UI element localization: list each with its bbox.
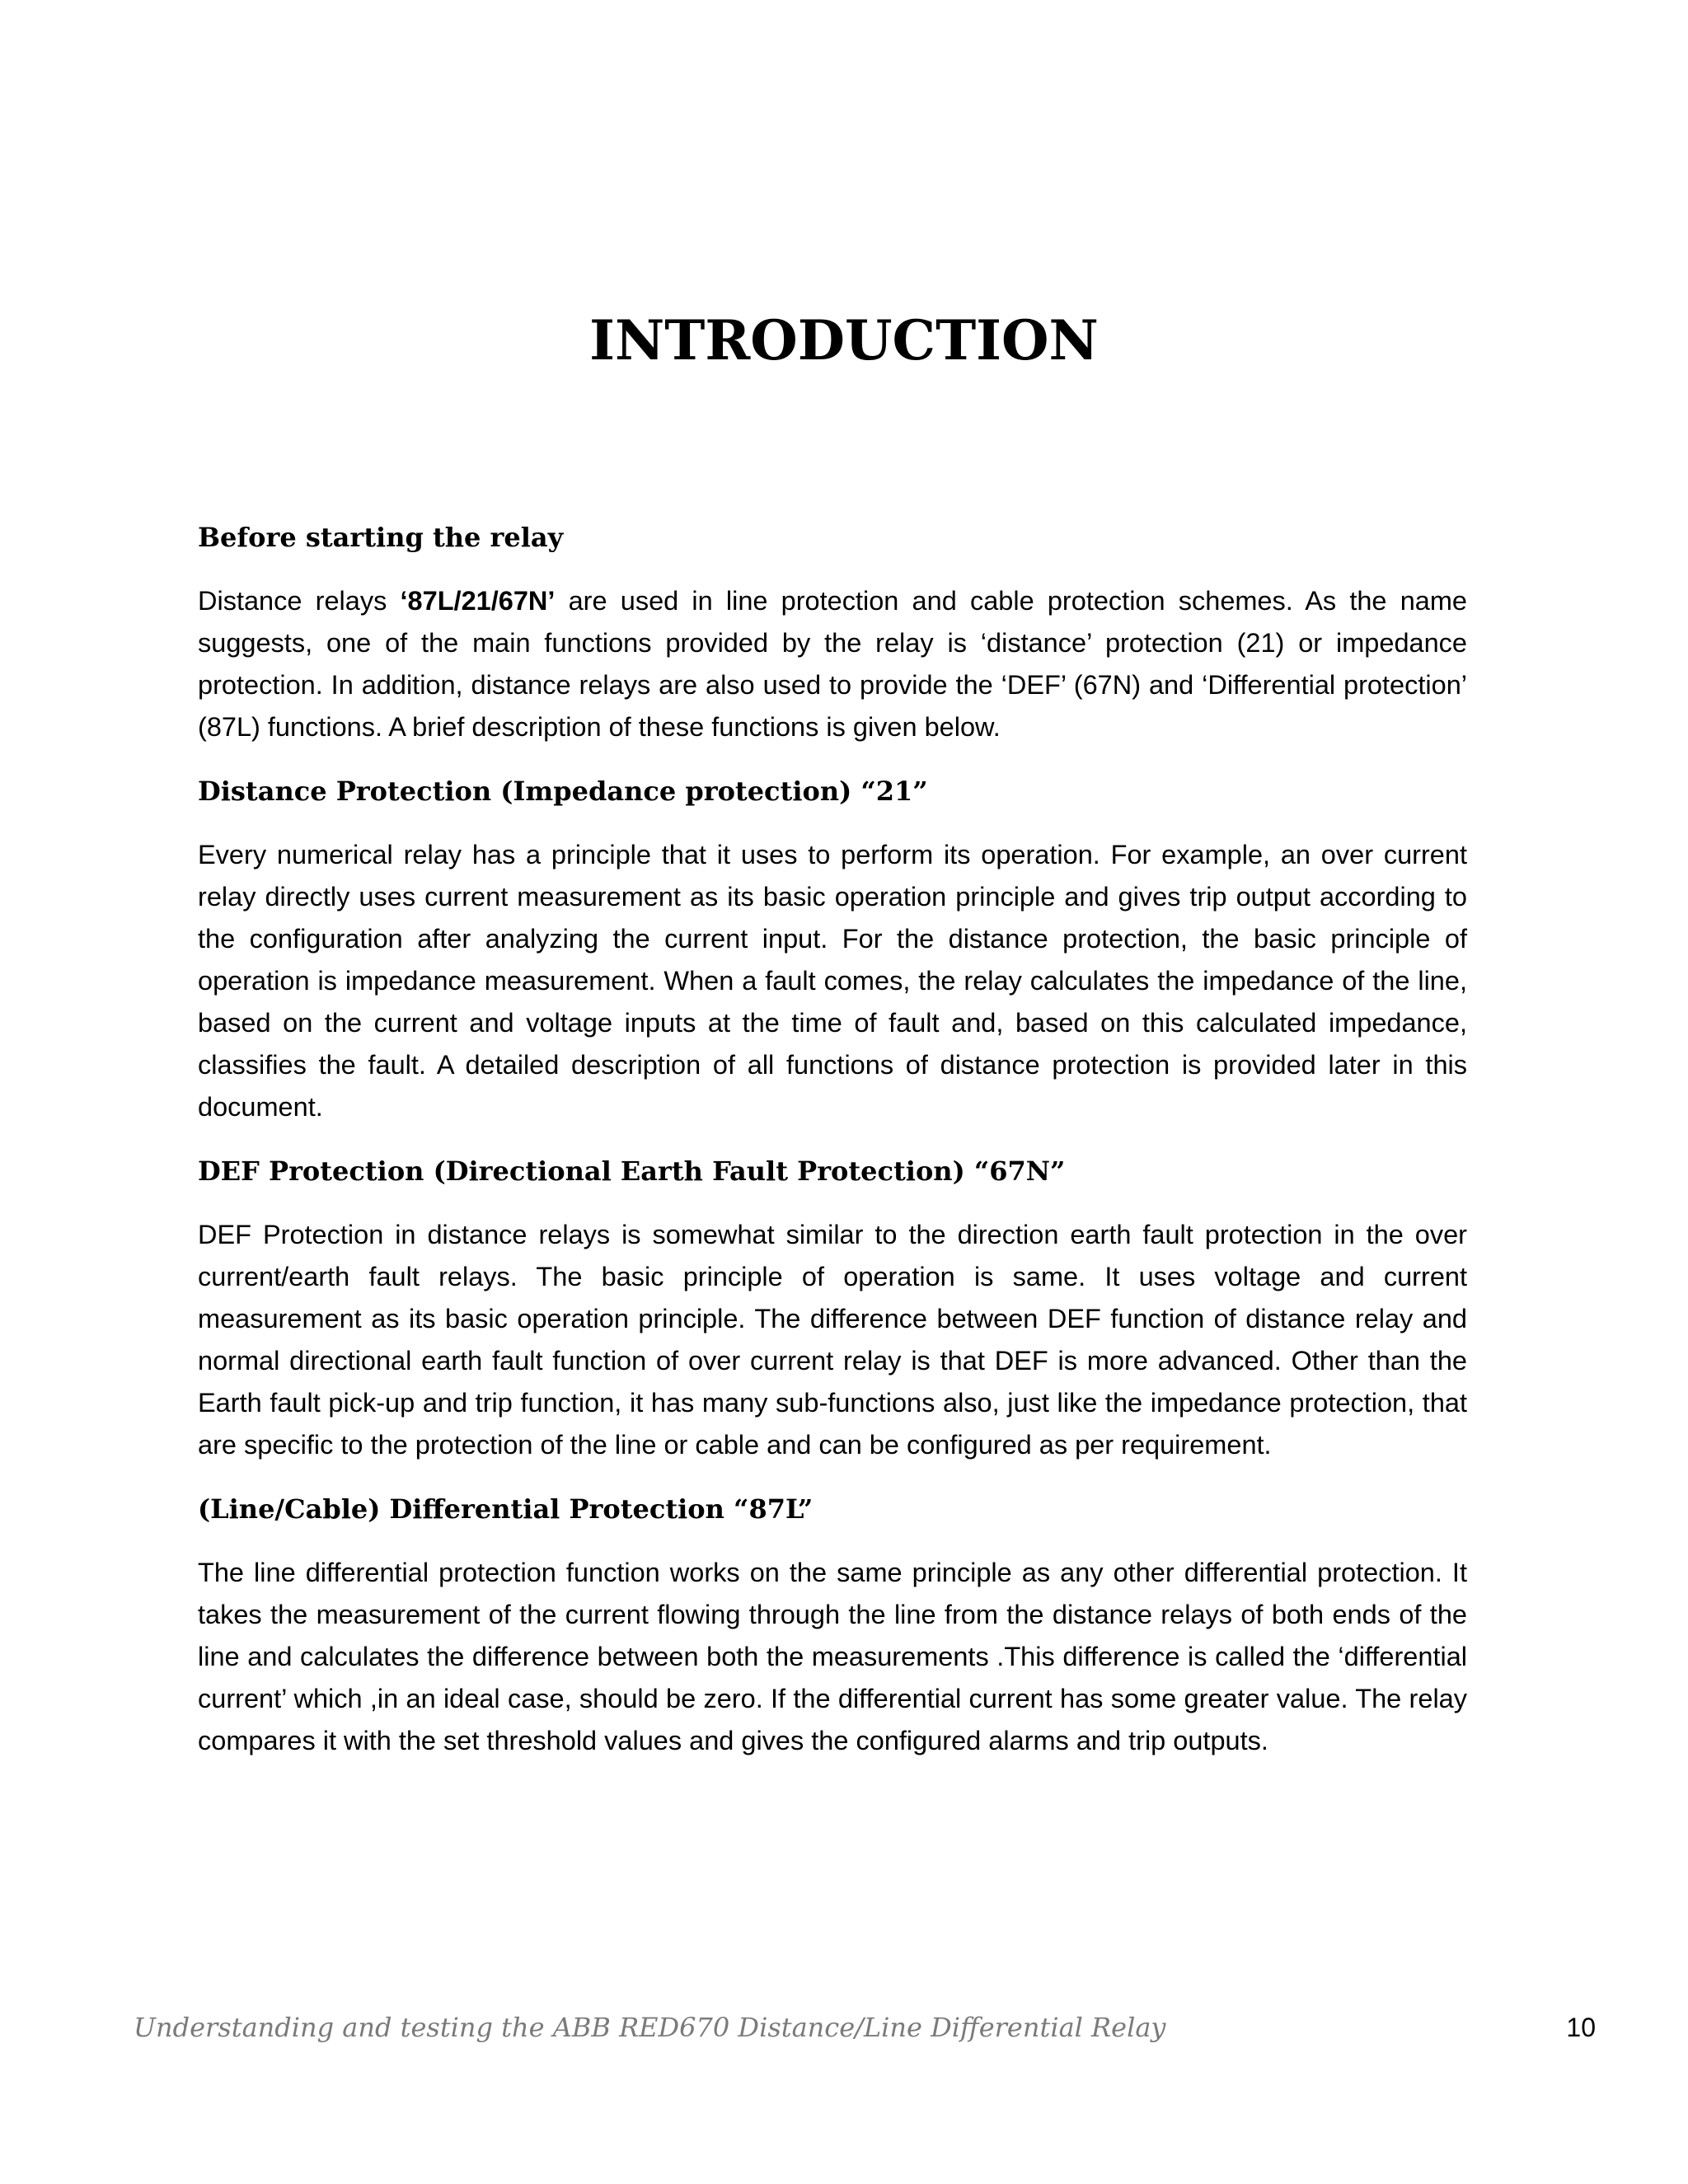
page-number: 10 <box>1566 2013 1596 2042</box>
section-heading-before-starting: Before starting the relay <box>198 522 564 553</box>
section-heading-def-protection: DEF Protection (Directional Earth Fault Protection) “67N” <box>198 1155 1066 1187</box>
section-paragraph-distance-protection: Every numerical relay has a principle that it uses to perform its operation. For example, an over current relay directly uses current measurement as its basic operation principle and gives trip output according to the configuration after analyzing the current input. For the distance protection, the basic principle of operation is impedance measurement. When a fault comes, the relay calculates the impedance of the line, based on the current and voltage inputs at the time of fault and, based on this calculated impedance, classifies the fault. A detailed description of all functions of distance protection is provided later in this document. <box>198 840 1467 1122</box>
paragraph-text-prefix: Distance relays <box>198 586 401 616</box>
paragraph-text-suffix: are used in line protection and cable protection schemes. As the name suggests, one of the main functions provided by the relay is ‘distance’ protection (21) or impedance protection. In addition, distance relays are also used to provide the ‘DEF’ (67N) and ‘Differential protection’ (87L) functions. A brief description of these functions is given below. <box>198 586 1467 742</box>
section-paragraph-before-starting <box>198 580 1467 748</box>
section-heading-distance-protection: Distance Protection (Impedance protection) “21” <box>198 776 928 807</box>
document-body <box>198 519 1467 1787</box>
section-paragraph-def-protection: DEF Protection in distance relays is somewhat similar to the direction earth fault protection in the over current/earth fault relays. The basic principle of operation is same. It uses voltage and current measurement as its basic operation principle. The difference between DEF function of distance relay and normal directional earth fault function of over current relay is that DEF is more advanced. Other than the Earth fault pick-up and trip function, it has many sub-functions also, just like the impedance protection, that are specific to the protection of the line or cable and can be configured as per requirement. <box>198 1220 1467 1460</box>
section-paragraph-differential-protection: The line differential protection function works on the same principle as any other differential protection. It takes the measurement of the current flowing through the line from the distance relays of both ends of the line and calculates the difference between both the measurements .This difference is called the ‘differential current’ which ,in an ideal case, should be zero. If the differential current has some greater value. The relay compares it with the set threshold values and gives the configured alarms and trip outputs. <box>198 1558 1467 1755</box>
page-title: INTRODUCTION <box>589 308 1099 373</box>
relay-code-emphasis: ‘87L/21/67N’ <box>400 586 556 616</box>
footer-document-title: Understanding and testing the ABB RED670 Distance/Line Differential Relay <box>134 2012 1166 2043</box>
section-heading-differential-protection: (Line/Cable) Differential Protection “87L” <box>198 1493 814 1525</box>
